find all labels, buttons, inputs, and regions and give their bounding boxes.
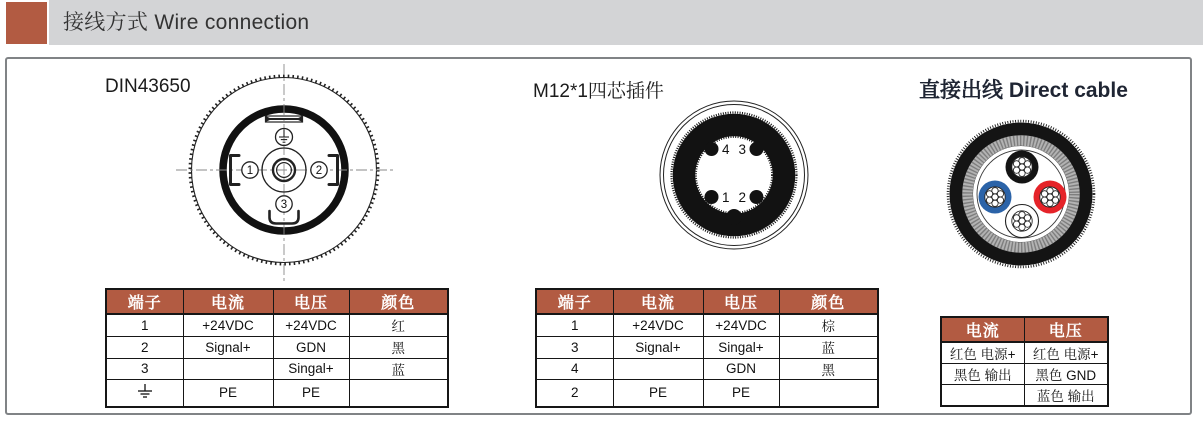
din-wire-table (105, 288, 449, 408)
table-cell (349, 379, 448, 407)
table-cell: +24VDC (273, 314, 349, 336)
column-header: 电压 (273, 289, 349, 314)
table-row (106, 336, 448, 358)
column-header: 电流 (183, 289, 273, 314)
table-header-row (536, 289, 878, 314)
pin-3-number: 3 (738, 142, 746, 157)
m12-wire-table (535, 288, 879, 408)
table-cell: 3 (106, 358, 183, 379)
label-din43650: DIN43650 (105, 76, 191, 97)
table-cell: +24VDC (183, 314, 273, 336)
column-header: 颜色 (779, 289, 878, 314)
wire-core-black (1006, 151, 1039, 184)
m12-connector-diagram (658, 98, 814, 254)
table-cell: PE (613, 379, 703, 407)
table-cell: 1 (106, 314, 183, 336)
column-header: 电流 (941, 317, 1024, 342)
wire-core-white (1006, 205, 1039, 238)
table-cell: PE (183, 379, 273, 407)
table-cell: PE (703, 379, 779, 407)
table-cell: 黑色 GND (1024, 364, 1108, 385)
column-header: 端子 (536, 289, 613, 314)
table-cell: 3 (536, 336, 613, 358)
pin-2-dot (750, 190, 764, 204)
earth-ground-icon (136, 384, 154, 399)
wire-core-blue (979, 181, 1012, 214)
table-cell: 蓝色 输出 (1024, 385, 1108, 407)
table-cell: 红色 电源+ (1024, 342, 1108, 364)
table-cell: +24VDC (613, 314, 703, 336)
table-cell: 蓝 (779, 336, 878, 358)
table-header-row (941, 317, 1108, 342)
table-cell: 1 (536, 314, 613, 336)
column-header: 电压 (1024, 317, 1108, 342)
table-cell (613, 358, 703, 379)
table-cell: GDN (273, 336, 349, 358)
table-cell: 红 (349, 314, 448, 336)
table-cell: 2 (536, 379, 613, 407)
table-row (941, 385, 1108, 407)
pin-4-dot (705, 142, 719, 156)
table-cell: 黑色 输出 (941, 364, 1024, 385)
label-m12: M12*1四芯插件 (533, 81, 664, 102)
page-title: 接线方式 Wire connection (63, 11, 310, 34)
table-cell (183, 358, 273, 379)
wire-core-red (1034, 181, 1067, 214)
table-row (106, 314, 448, 336)
table-row (536, 358, 878, 379)
table-row (106, 379, 448, 407)
table-cell: 黑 (349, 336, 448, 358)
pin-4-number: 4 (722, 142, 730, 157)
table-cell: 棕 (779, 314, 878, 336)
table-cell: Singal+ (703, 336, 779, 358)
table-cell: Singal+ (273, 358, 349, 379)
pin-3-number: 3 (280, 199, 288, 211)
table-cell: 4 (536, 358, 613, 379)
table-cell: Signal+ (613, 336, 703, 358)
table-row (536, 314, 878, 336)
din43650-connector-diagram (172, 60, 397, 285)
pin-2-number: 2 (315, 165, 323, 177)
table-cell (779, 379, 878, 407)
keying-notch (726, 209, 742, 225)
table-cell: Signal+ (183, 336, 273, 358)
table-cell: PE (273, 379, 349, 407)
column-header: 端子 (106, 289, 183, 314)
column-header: 电压 (703, 289, 779, 314)
pin-3-dot (750, 142, 764, 156)
pin-1-number: 1 (722, 190, 730, 205)
pin-1-number: 1 (246, 165, 254, 177)
label-direct-cable: 直接出线 Direct cable (919, 79, 1128, 102)
table-cell: GDN (703, 358, 779, 379)
direct-cable-cross-section (946, 118, 1098, 270)
table-cell: 蓝 (349, 358, 448, 379)
table-cell: +24VDC (703, 314, 779, 336)
table-row (536, 379, 878, 407)
table-cell: 2 (106, 336, 183, 358)
table-header-row (106, 289, 448, 314)
column-header: 电流 (613, 289, 703, 314)
table-row (941, 364, 1108, 385)
cable-wire-table (940, 316, 1109, 407)
pin-1-dot (705, 190, 719, 204)
table-row (536, 336, 878, 358)
header-accent-square (6, 2, 47, 44)
column-header: 颜色 (349, 289, 448, 314)
table-row (106, 358, 448, 379)
table-cell (106, 379, 183, 407)
table-cell: 红色 电源+ (941, 342, 1024, 364)
table-row (941, 342, 1108, 364)
table-cell (941, 385, 1024, 407)
table-cell: 黑 (779, 358, 878, 379)
pin-2-number: 2 (738, 190, 746, 205)
